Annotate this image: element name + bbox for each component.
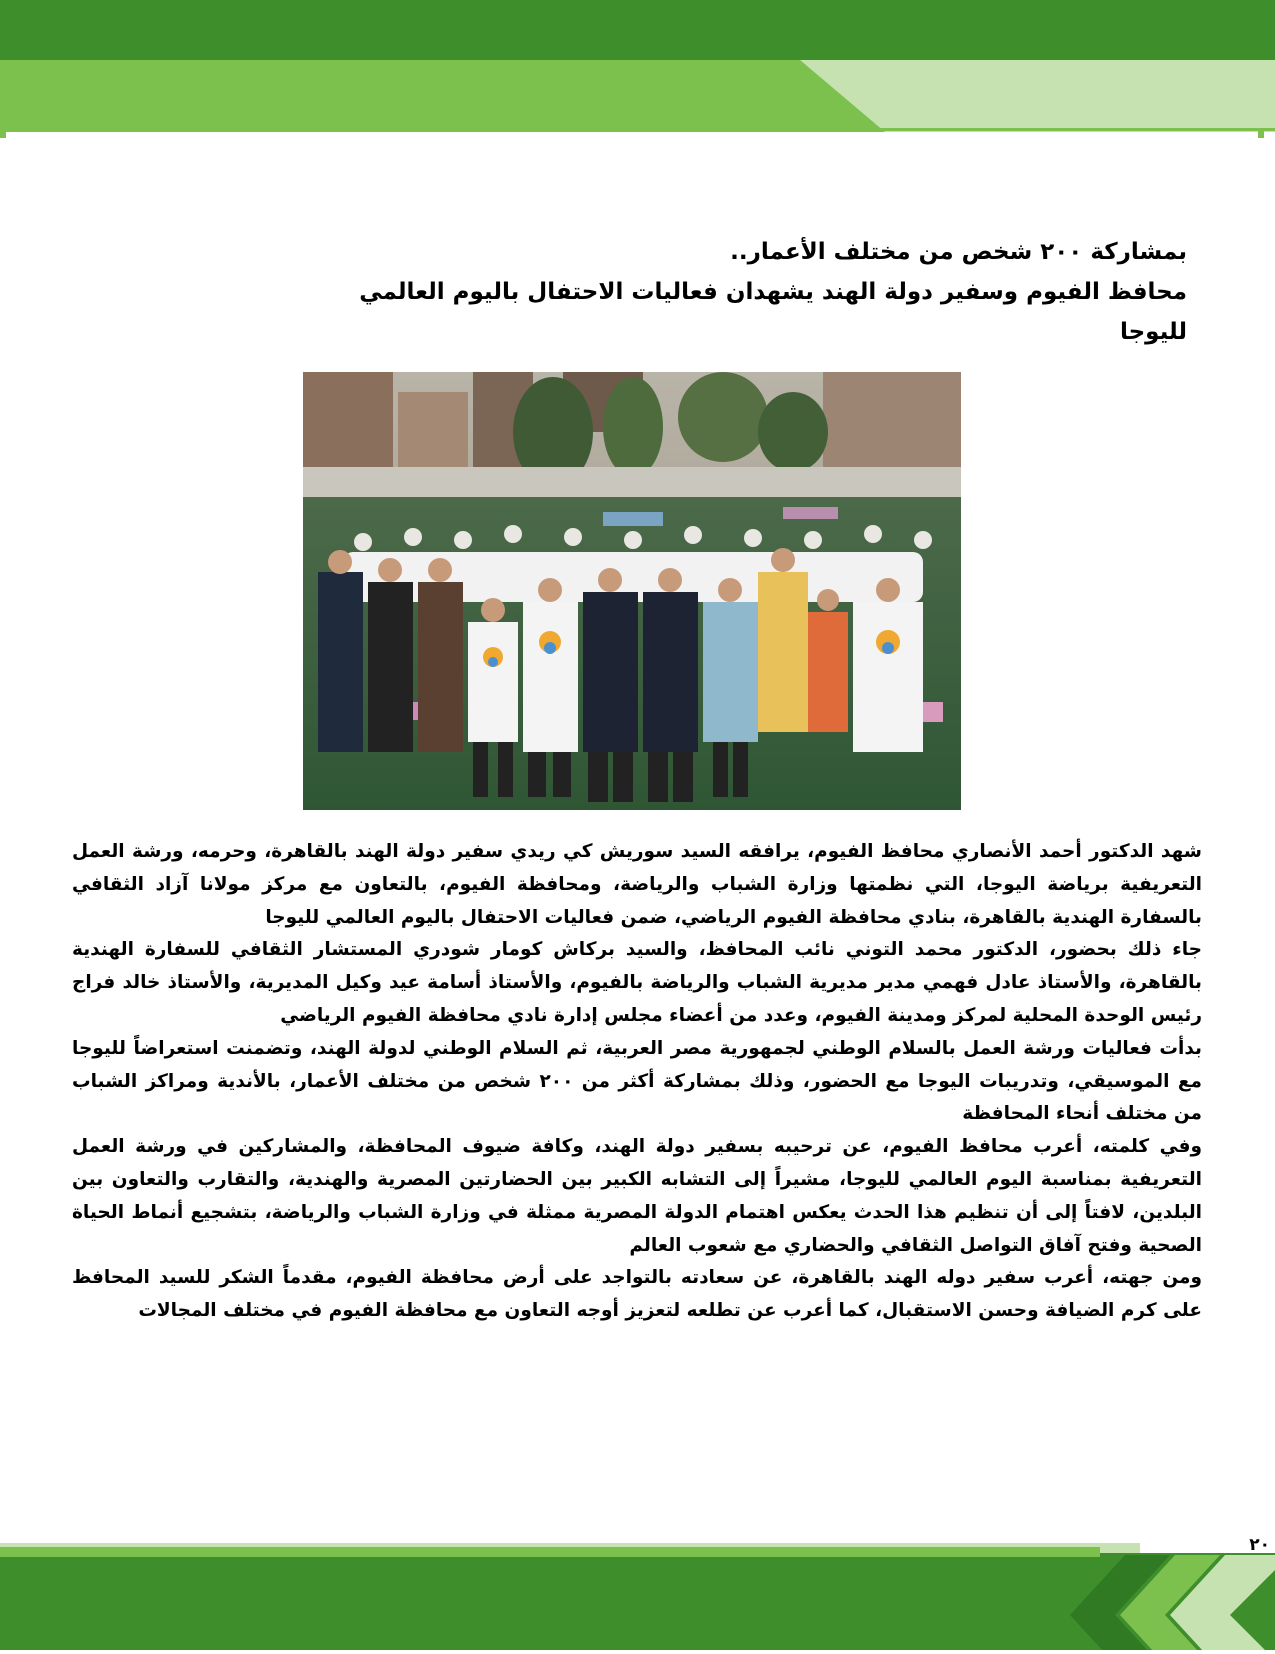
- article-kicker: بمشاركة ٢٠٠ شخص من مختلف الأعمار..: [730, 239, 1187, 265]
- article-title-block: [330, 232, 1187, 352]
- article-paragraph: جاء ذلك بحضور، الدكتور محمد التوني نائب المحافظ، والسيد بركاش كومار شودري المستشار الثقافي للسفارة الهندية بالقاهرة، والأستاذ عادل فهمي مدير مديرية الشباب والرياضة بالفيوم، والأستاذ أسامة عيد وكيل المديرية، والأستاذ خالد فراج رئيس الوحدة المحلية لمركز ومدينة الفيوم، وعدد من أعضاء مجلس إدارة نادي محافظة الفيوم الرياضي: [72, 939, 1202, 1026]
- footer-band: [0, 1535, 1275, 1650]
- header-mid-green-bar: [0, 60, 890, 132]
- header-dark-green-bar: [0, 0, 1275, 60]
- header-band: [0, 0, 1275, 140]
- article-paragraph: بدأت فعاليات ورشة العمل بالسلام الوطني لجمهورية مصر العربية، ثم السلام الوطني لدولة الهند، وتضمنت استعراضاً لليوجا مع الموسيقي، وتدريبات اليوجا مع الحضور، وذلك بمشاركة أكثر من ٢٠٠ شخص من مختلف الأعمار، بالأندية ومراكز الشباب من مختلف أنحاء المحافظة: [72, 1037, 1202, 1125]
- event-photo: [303, 372, 961, 810]
- article-body: [72, 836, 1202, 1328]
- page-number: ٢٠: [1249, 1535, 1270, 1555]
- article-headline: محافظ الفيوم وسفير دولة الهند يشهدان فعاليات الاحتفال باليوم العالمي لليوجا: [359, 279, 1187, 345]
- article-paragraph: ومن جهته، أعرب سفير دوله الهند بالقاهرة، عن سعادته بالتواجد على أرض محافظة الفيوم، مقدماً الشكر للسيد المحافظ على كرم الضيافة وحسن الاستقبال، كما أعرب عن تطلعه لتعزيز أوجه التعاون مع محافظة الفيوم في مختلف المجالات: [72, 1267, 1202, 1322]
- article-paragraph: وفي كلمته، أعرب محافظ الفيوم، عن ترحيبه بسفير دولة الهند، وكافة ضيوف المحافظة، والمشاركين في ورشة العمل التعريفية بمناسبة اليوم العالمي لليوجا، مشيراً إلى التشابه الكبير بين الحضارتين المصرية والهندية، والتقارب والتعاون بين البلدين، لافتاً إلى أن تنظيم هذا الحدث يعكس اهتمام الدولة المصرية ممثلة في وزارة الشباب والرياضة، بتشجيع أنماط الحياة الصحية وفتح آفاق التواصل الثقافي والحضاري مع شعوب العالم: [72, 1136, 1202, 1256]
- header-thin-line: [0, 128, 1275, 131]
- article-paragraph: شهد الدكتور أحمد الأنصاري محافظ الفيوم، يرافقه السيد سوريش كي ريدي سفير دولة الهند بالقاهرة، وحرمه، ورشة العمل التعريفية برياضة اليوجا، التي نظمتها وزارة الشباب والرياضة، ومحافظة الفيوم، بالتعاون مع مركز مولانا آزاد الثقافي بالسفارة الهندية بالقاهرة، بنادي محافظة الفيوم الرياضي، ضمن فعاليات الاحتفال باليوم العالمي لليوجا: [72, 841, 1202, 928]
